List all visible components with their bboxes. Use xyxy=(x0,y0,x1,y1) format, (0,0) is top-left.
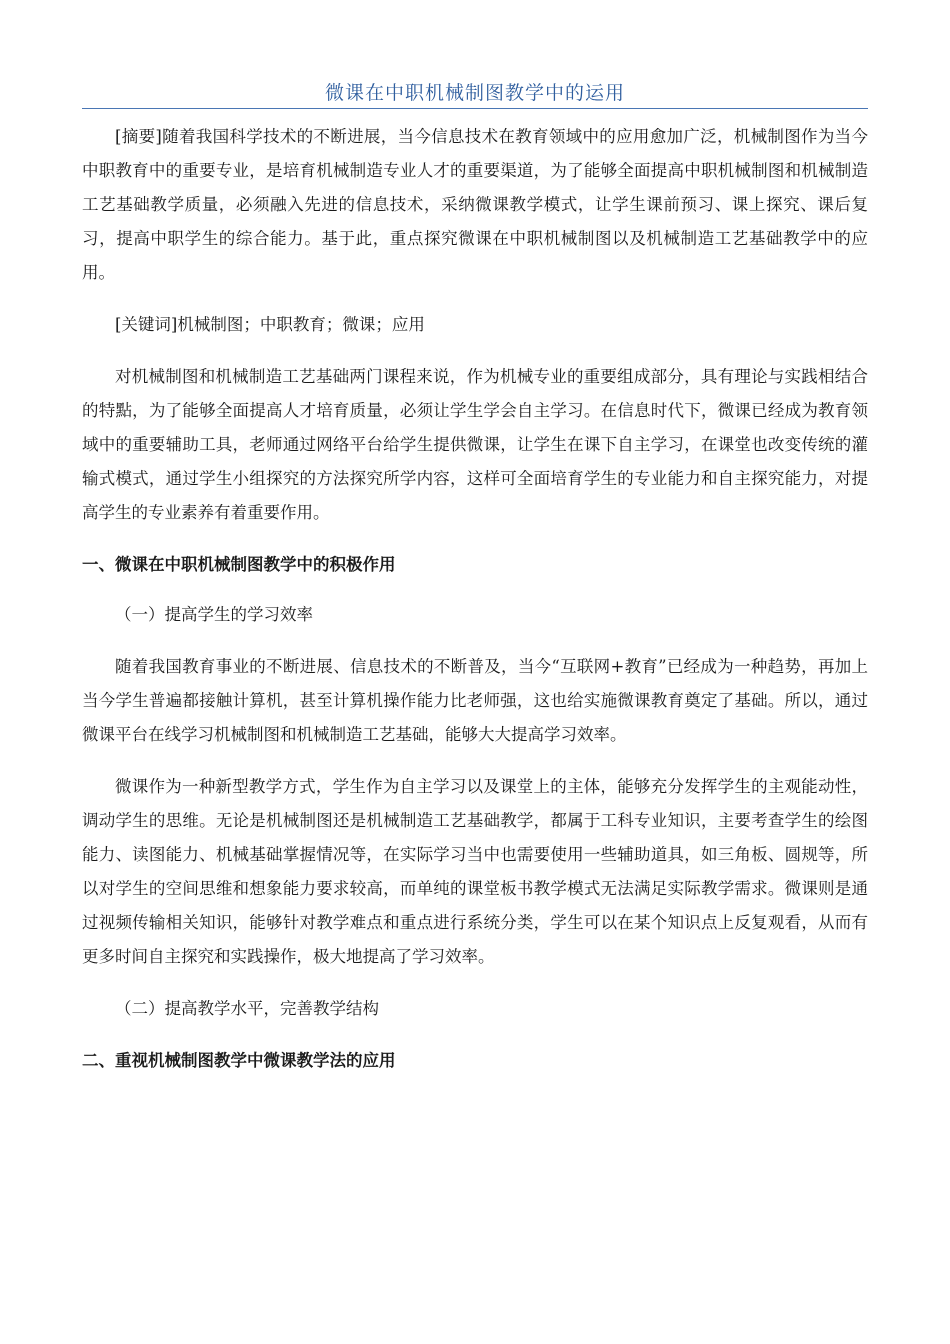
section-1-heading: 一、微课在中职机械制图教学中的积极作用 xyxy=(82,555,396,574)
subsection-1-1-paragraph-1: 随着我国教育事业的不断进展、信息技术的不断普及，当今“互联网+教育”已经成为一种趋势，再加上当今学生普遍都接触计算机，甚至计算机操作能力比老师强，这也给实施微课教育奠定了基础。所以，通过微课平台在线学习机械制图和机械制造工艺基础，能够大大提高学习效率。 xyxy=(82,657,868,744)
page-title: 微课在中职机械制图教学中的运用 xyxy=(324,82,625,104)
abstract-paragraph: [摘要]随着我国科学技术的不断进展，当今信息技术在教育领域中的应用愈加广泛，机械制图作为当今中职教育中的重要专业，是培育机械制造专业人才的重要渠道，为了能够全面提高中职机械制图和机械制造工艺基础教学质量，必须融入先进的信息技术，采纳微课教学模式，让学生课前预习、课上探究、课后复习，提高中职学生的综合能力。基于此，重点探究微课在中职机械制图以及机械制造工艺基础教学中的应用。 xyxy=(82,127,868,282)
header-divider xyxy=(82,108,868,109)
intro-paragraph: 对机械制图和机械制造工艺基础两门课程来说，作为机械专业的重要组成部分，具有理论与实践相结合的特點，为了能够全面提高人才培育质量，必须让学生学会自主学习。在信息时代下，微课已经成为教育领域中的重要辅助工具，老师通过网络平台给学生提供微课，让学生在课下自主学习，在课堂也改变传统的灌输式模式，通过学生小组探究的方法探究所学内容，这样可全面培育学生的专业能力和自主探究能力，对提高学生的专业素养有着重要作用。 xyxy=(82,367,868,522)
document-body xyxy=(82,120,868,1078)
subsection-1-2-heading: （二）提高教学水平，完善教学结构 xyxy=(115,999,379,1018)
section-2-heading: 二、重视机械制图教学中微课教学法的应用 xyxy=(82,1051,396,1070)
subsection-1-1-paragraph-2: 微课作为一种新型教学方式，学生作为自主学习以及课堂上的主体，能够充分发挥学生的主观能动性，调动学生的思维。无论是机械制图还是机械制造工艺基础教学，都属于工科专业知识，主要考查学生的绘图能力、读图能力、机械基础掌握情况等，在实际学习当中也需要使用一些辅助道具，如三角板、圆规等，所以对学生的空间思维和想象能力要求较高，而单纯的课堂板书教学模式无法满足实际教学需求。微课则是通过视频传输相关知识，能够针对教学难点和重点进行系统分类，学生可以在某个知识点上反复观看，从而有更多时间自主探究和实践操作，极大地提高了学习效率。 xyxy=(82,777,868,966)
keywords-paragraph: [关键词]机械制图；中职教育；微课；应用 xyxy=(115,315,425,334)
subsection-1-1-heading: （一）提高学生的学习效率 xyxy=(115,605,313,624)
